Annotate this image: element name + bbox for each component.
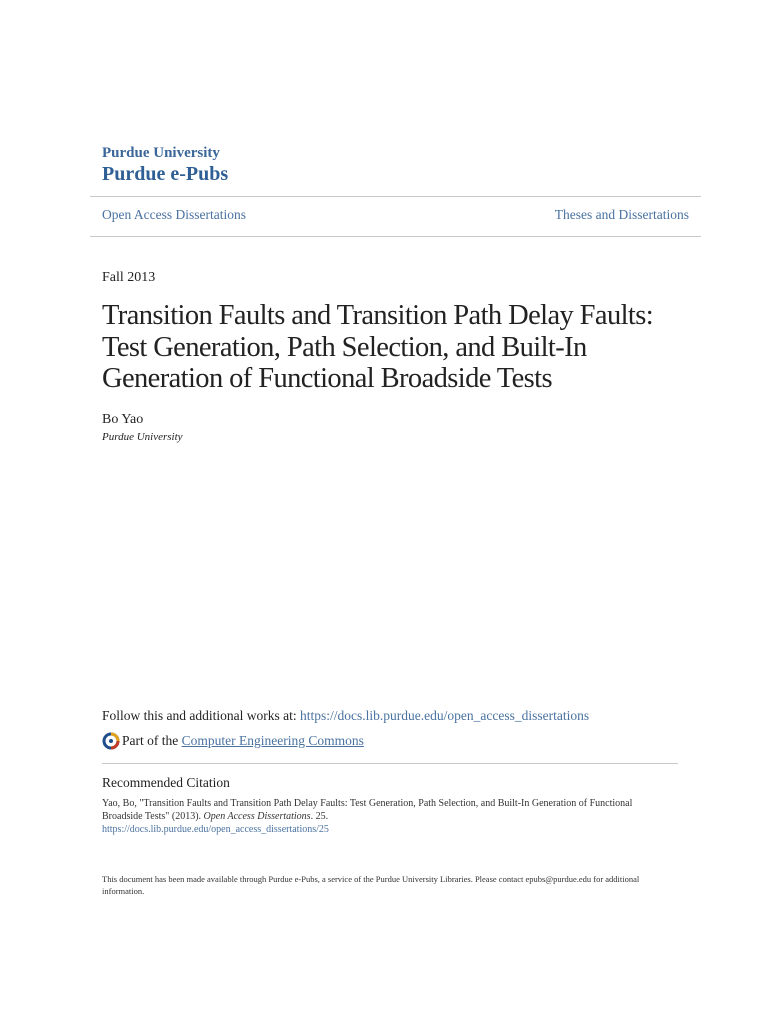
part-of-label: Part of the [122, 733, 179, 748]
citation-number: . 25. [310, 811, 329, 822]
computer-engineering-commons-link[interactable]: Computer Engineering Commons [181, 733, 364, 748]
nav-divider [90, 236, 701, 237]
part-of-line [102, 732, 364, 750]
citation-divider [102, 763, 678, 764]
document-title: Transition Faults and Transition Path Delay Faults: Test Generation, Path Selection, and Built-In Generation of Functional Broadside Tests [102, 300, 654, 394]
publication-date: Fall 2013 [102, 270, 156, 285]
institution-name: Purdue University [102, 145, 220, 161]
follow-url-link[interactable]: https://docs.lib.purdue.edu/open_access_dissertations [300, 708, 590, 723]
top-divider [90, 196, 701, 197]
repository-header [102, 145, 228, 186]
citation-url-link[interactable]: https://docs.lib.purdue.edu/open_access_dissertations/25 [102, 824, 329, 835]
follow-line [102, 708, 589, 724]
repository-name[interactable]: Purdue e-Pubs [102, 163, 229, 185]
follow-label: Follow this and additional works at: [102, 708, 300, 723]
theses-dissertations-link[interactable]: Theses and Dissertations [554, 207, 689, 222]
author-affiliation: Purdue University [102, 431, 183, 443]
citation-body [102, 797, 672, 836]
network-icon [102, 732, 120, 750]
availability-notice: This document has been made available through Purdue e-Pubs, a service of the Purdue University Libraries. Please contact epubs@purdue.edu for additional information. [102, 874, 640, 896]
citation-text: Yao, Bo, "Transition Faults and Transition Path Delay Faults: Test Generation, Path Selection, and Built-In Generation of Functional Broadside Tests" (2013). [102, 798, 633, 822]
author-name: Bo Yao [102, 412, 144, 427]
citation-heading: Recommended Citation [102, 775, 230, 790]
citation-series: Open Access Dissertations [203, 811, 311, 822]
open-access-dissertations-link[interactable]: Open Access Dissertations [102, 207, 246, 222]
